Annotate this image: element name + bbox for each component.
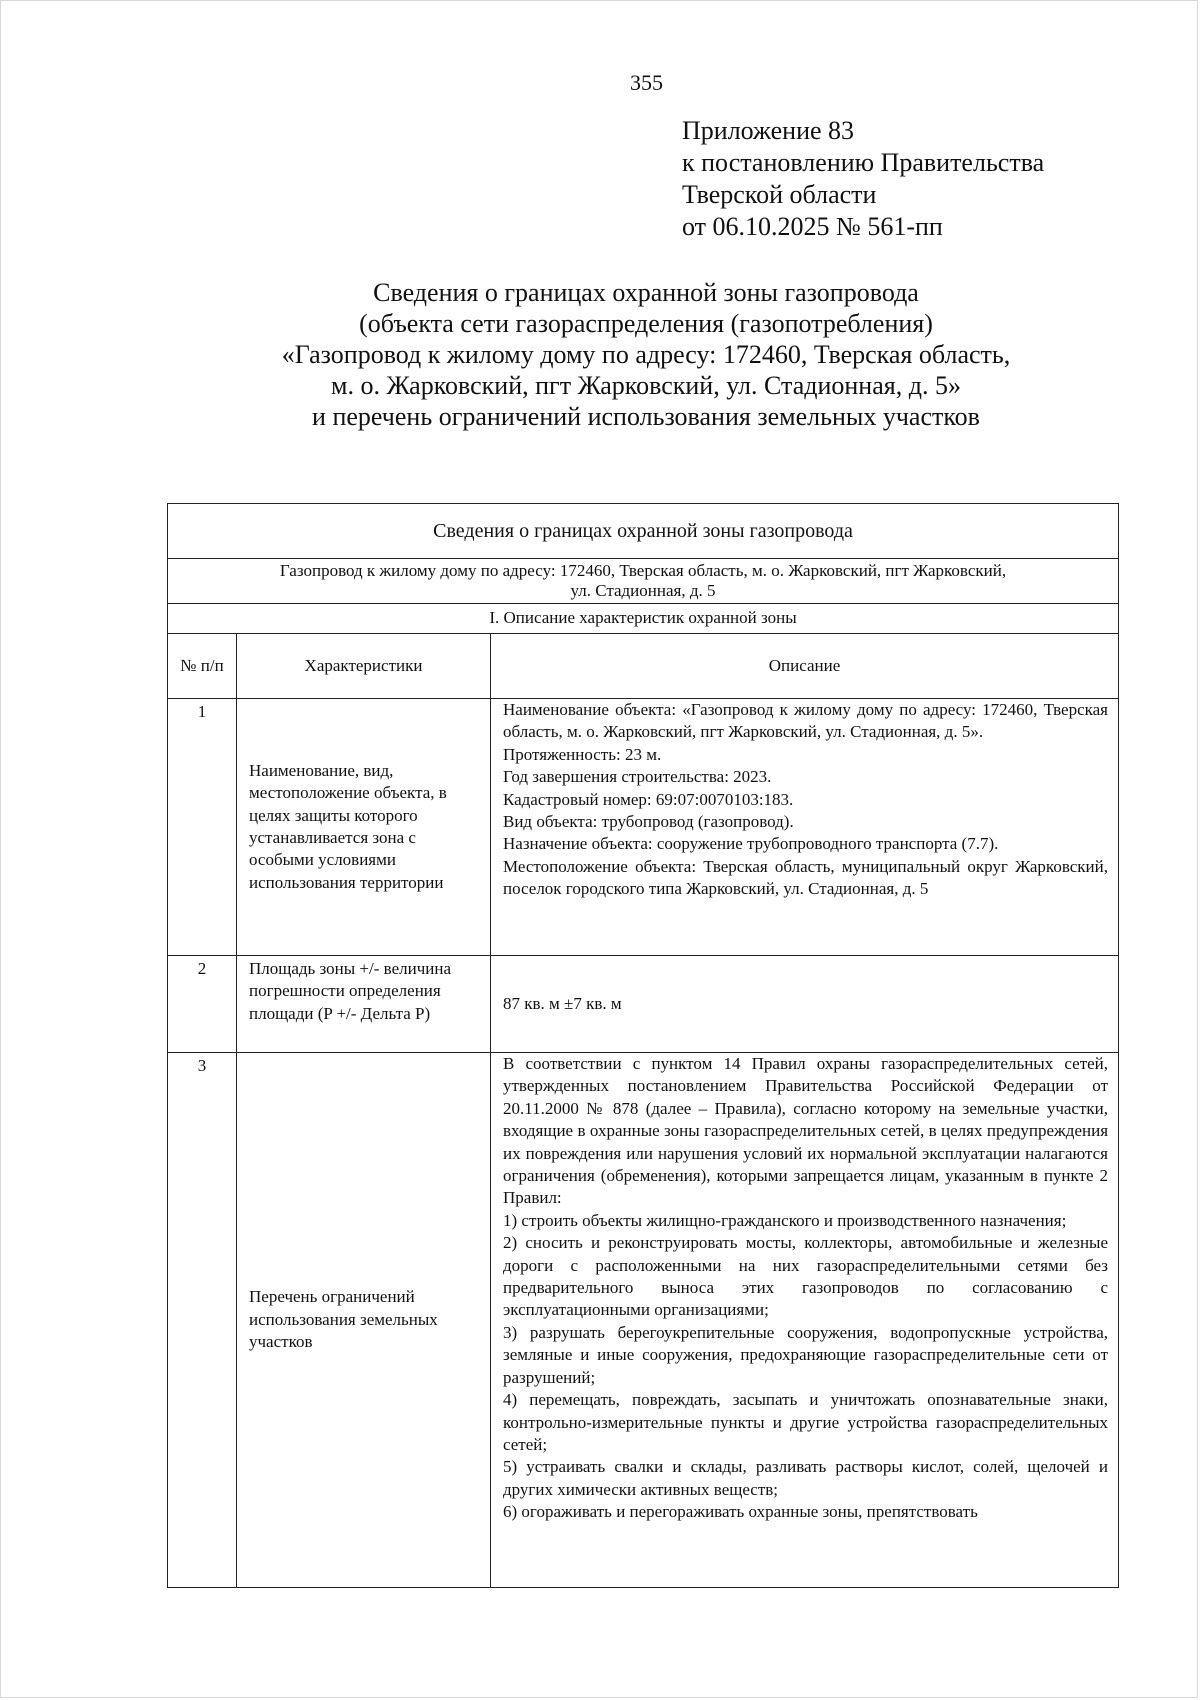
annex-line: от 06.10.2025 № 561-пп bbox=[682, 212, 943, 241]
annex-block bbox=[682, 115, 1044, 243]
annex-line: Тверской области bbox=[682, 180, 877, 209]
table-section-title: I. Описание характеристик охранной зоны bbox=[168, 604, 1119, 634]
row-characteristic: Площадь зоны +/- величина погрешности определения площади (P +/- Дельта P) bbox=[237, 956, 491, 1053]
table-object-name bbox=[168, 559, 1119, 604]
row-number: 3 bbox=[168, 1053, 237, 1588]
description-paragraph: 4) перемещать, повреждать, засыпать и уничтожать опознавательные знаки, контрольно-измерительные пункты и другие устройства газораспределительных сетей; bbox=[503, 1390, 1109, 1454]
description-paragraph: Назначение объекта: сооружение трубопроводного транспорта (7.7). bbox=[503, 834, 999, 854]
object-line: Газопровод к жилому дому по адресу: 172460, Тверская область, м. о. Жарковский, пгт Жарковский, bbox=[279, 561, 1007, 580]
description-paragraph: В соответствии с пунктом 14 Правил охраны газораспределительных сетей, утвержденных постановлением Правительства Российской Федерации от 20.11.2000 № 878 (далее – Правила), согласно которому на земельные участки, входящие в охранные зоны газораспределительных сетей, в целях предупреждения их повреждения или нарушения условий их нормальной эксплуатации налагаются ограничения (обременения), которыми запрещается лицам, указанным в пункте 2 Правил: bbox=[503, 1054, 1109, 1208]
column-header-number: № п/п bbox=[168, 634, 237, 699]
table-row bbox=[168, 699, 1119, 956]
annex-line: к постановлению Правительства bbox=[682, 148, 1045, 177]
description-paragraph: Год завершения строительства: 2023. bbox=[503, 767, 772, 787]
row-description bbox=[491, 1053, 1119, 1588]
description-paragraph: 2) сносить и реконструировать мосты, коллекторы, автомобильные и железные дороги с расположенными на них газораспределительными сетями без предварительного выноса этих газопроводов по согласованию с эксплуатационными организациями; bbox=[503, 1233, 1109, 1320]
title-line: м. о. Жарковский, пгт Жарковский, ул. Стадионная, д. 5» bbox=[331, 371, 961, 400]
page-number: 355 bbox=[630, 70, 663, 95]
description-paragraph: 87 кв. м ±7 кв. м bbox=[503, 993, 622, 1013]
row-characteristic: Перечень ограничений использования земельных участков bbox=[237, 1053, 491, 1588]
document-title bbox=[160, 277, 1132, 432]
table-header: Сведения о границах охранной зоны газопровода bbox=[168, 504, 1119, 559]
title-line: (объекта сети газораспределения (газопотребления) bbox=[359, 309, 933, 338]
description-paragraph: Местоположение объекта: Тверская область, муниципальный округ Жарковский, поселок городского типа Жарковский, ул. Стадионная, д. 5 bbox=[503, 856, 1109, 899]
description-paragraph: 1) строить объекты жилищно-гражданского и производственного назначения; bbox=[503, 1210, 1067, 1230]
description-paragraph: 6) огораживать и перегораживать охранные зоны, препятствовать bbox=[503, 1502, 978, 1522]
row-number: 2 bbox=[168, 956, 237, 1053]
column-header-description: Описание bbox=[491, 634, 1119, 699]
description-paragraph: Вид объекта: трубопровод (газопровод). bbox=[503, 812, 794, 832]
annex-line: Приложение 83 bbox=[682, 116, 855, 145]
row-number: 1 bbox=[168, 699, 237, 956]
column-header-characteristics: Характеристики bbox=[237, 634, 491, 699]
row-description bbox=[491, 956, 1119, 1053]
table-row bbox=[168, 956, 1119, 1053]
object-line: ул. Стадионная, д. 5 bbox=[570, 581, 716, 600]
row-description bbox=[491, 699, 1119, 956]
description-paragraph: Кадастровый номер: 69:07:0070103:183. bbox=[503, 789, 794, 809]
table-row bbox=[168, 1053, 1119, 1588]
description-paragraph: 5) устраивать свалки и склады, разливать растворы кислот, солей, щелочей и других химически активных веществ; bbox=[503, 1457, 1109, 1499]
zone-table bbox=[167, 503, 1119, 1588]
title-line: Сведения о границах охранной зоны газопровода bbox=[373, 278, 919, 307]
row-characteristic: Наименование, вид, местоположение объекта, в целях защиты которого устанавливается зона с особыми условиями использования территории bbox=[237, 699, 491, 956]
title-line: «Газопровод к жилому дому по адресу: 172460, Тверская область, bbox=[281, 340, 1011, 369]
description-paragraph: Наименование объекта: «Газопровод к жилому дому по адресу: 172460, Тверская область, м. о. Жарковский, пгт Жарковский, ул. Стадионная, д. 5». bbox=[503, 700, 1109, 742]
description-paragraph: Протяженность: 23 м. bbox=[503, 744, 662, 764]
description-paragraph: 3) разрушать берегоукрепительные сооружения, водопропускные устройства, земляные и иные сооружения, предохраняющие газораспределительные сети от разрушений; bbox=[503, 1322, 1109, 1387]
title-line: и перечень ограничений использования земельных участков bbox=[312, 402, 980, 431]
